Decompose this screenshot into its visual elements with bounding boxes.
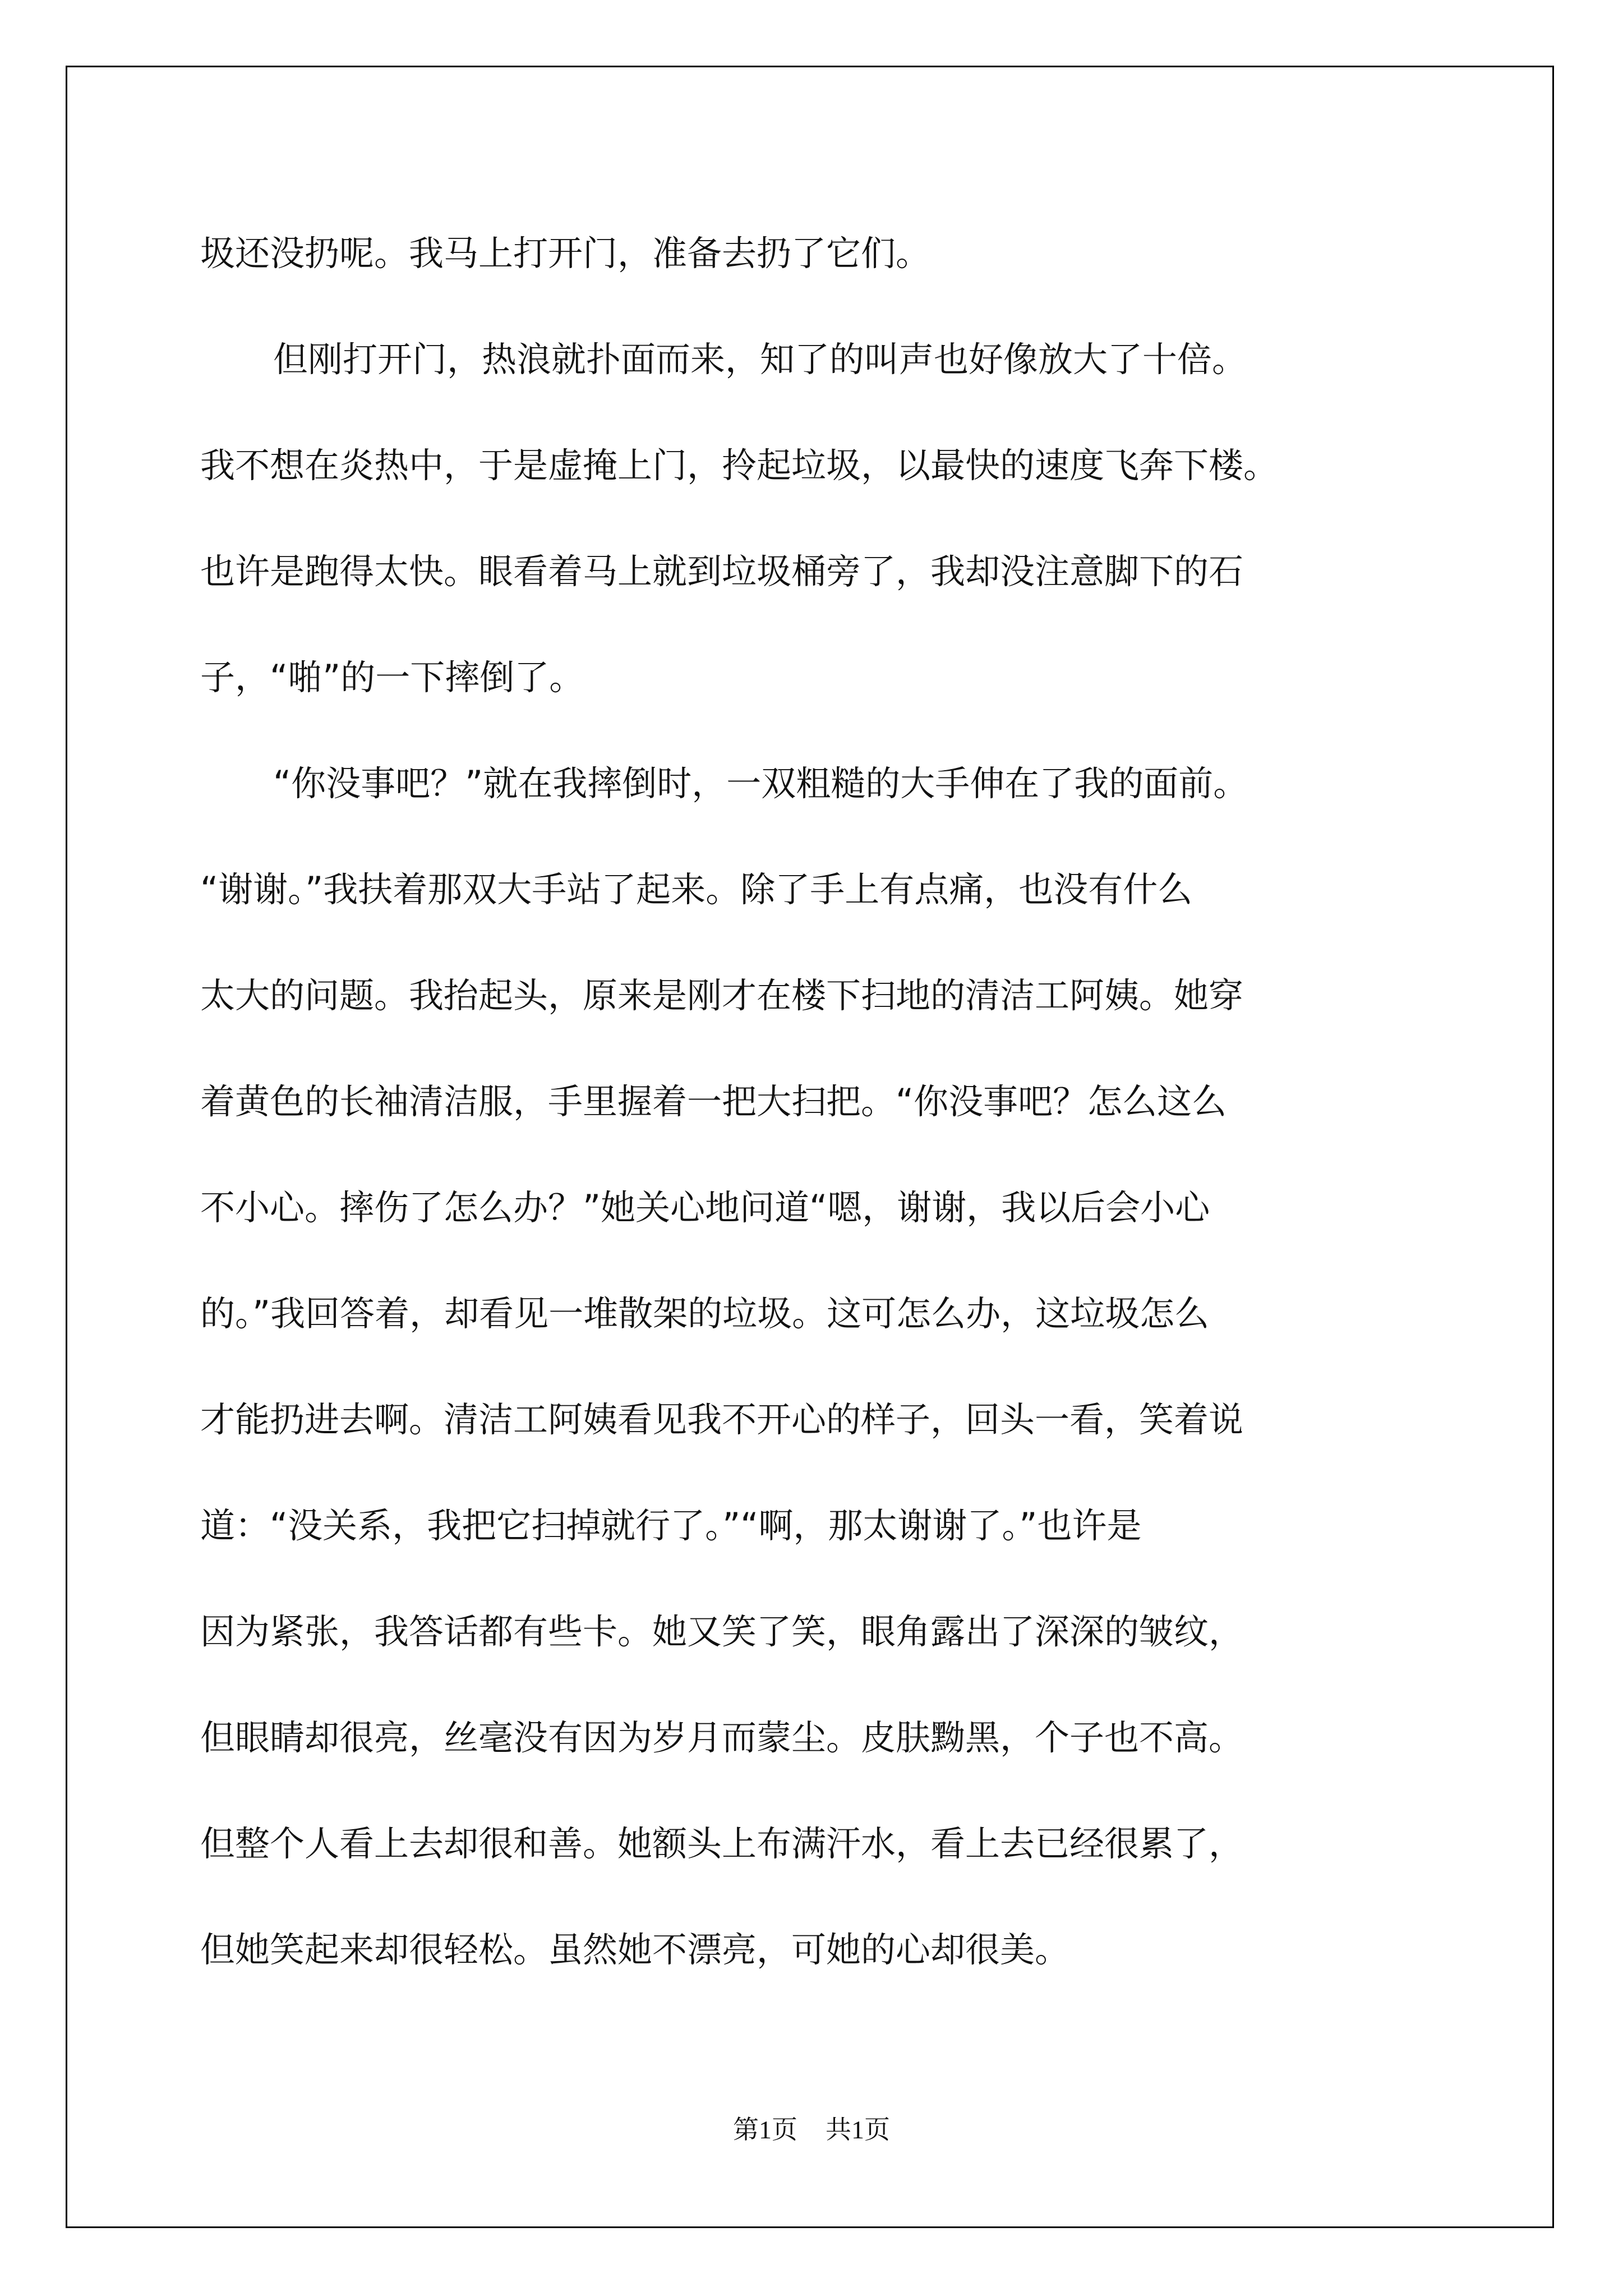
text-line-3: 我不想在炎热中，于是虚掩上门，拎起垃圾，以最快的速度飞奔下楼。	[200, 445, 1279, 486]
page-number-current: 第1页	[733, 2115, 797, 2144]
text-line-7: “谢谢。”我扶着那双大手站了起来。除了手上有点痛，也没有什么	[200, 869, 1193, 910]
text-line-10: 不小心。摔伤了怎么办？”她关心地问道“嗯，谢谢，我以后会小心	[200, 1187, 1210, 1228]
text-line-13: 道：“没关系，我把它扫掉就行了。”“啊，那太谢谢了。”也许是	[200, 1505, 1142, 1546]
page-number-total: 共1页	[826, 2115, 890, 2144]
text-line-2: 但刚打开门，热浪就扑面而来，知了的叫声也好像放大了十倍。	[273, 339, 1247, 380]
text-line-8: 太大的问题。我抬起头，原来是刚才在楼下扫地的清洁工阿姨。她穿	[200, 975, 1244, 1016]
page-footer	[0, 2109, 1623, 2146]
text-line-17: 但她笑起来却很轻松。虽然她不漂亮，可她的心却很美。	[200, 1929, 1070, 1970]
text-line-12: 才能扔进去啊。清洁工阿姨看见我不开心的样子，回头一看，笑着说	[200, 1399, 1244, 1440]
document-body	[200, 200, 1434, 2003]
text-line-4: 也许是跑得太快。眼看着马上就到垃圾桶旁了，我却没注意脚下的石	[200, 551, 1244, 592]
text-line-14: 因为紧张，我答话都有些卡。她又笑了笑，眼角露出了深深的皱纹，	[200, 1611, 1244, 1652]
text-line-15: 但眼睛却很亮，丝毫没有因为岁月而蒙尘。皮肤黝黑，个子也不高。	[200, 1717, 1244, 1758]
text-line-16: 但整个人看上去却很和善。她额头上布满汗水，看上去已经很累了，	[200, 1823, 1244, 1864]
text-line-9: 着黄色的长袖清洁服，手里握着一把大扫把。“你没事吧？怎么这么	[200, 1081, 1227, 1122]
text-line-1: 圾还没扔呢。我马上打开门，准备去扔了它们。	[200, 233, 931, 274]
text-line-6: “你没事吧？”就在我摔倒时，一双粗糙的大手伸在了我的面前。	[273, 763, 1248, 804]
text-line-5: 子，“啪”的一下摔倒了。	[200, 657, 584, 698]
text-line-11: 的。”我回答着，却看见一堆散架的垃圾。这可怎么办，这垃圾怎么	[200, 1293, 1210, 1334]
